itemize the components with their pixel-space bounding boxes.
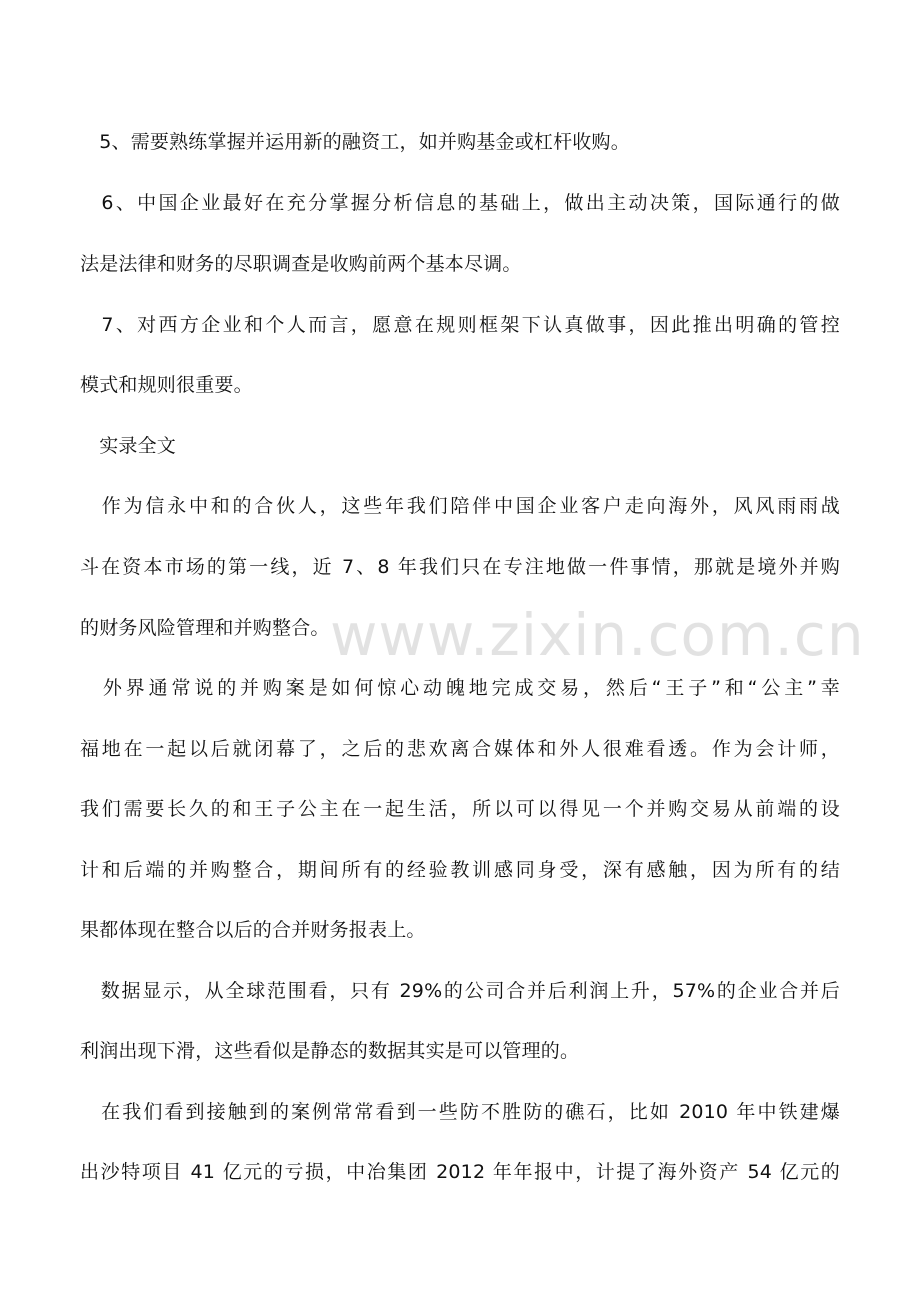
watermark-text: www.zixin.com.cn — [330, 601, 865, 669]
paragraph-line: 7、对西方企业和个人而言，愿意在规则框架下认真做事，因此推出明确的管控 — [80, 314, 840, 336]
paragraph-line: 计和后端的并购整合，期间所有的经验教训感同身受，深有感触，因为所有的结 — [80, 859, 840, 881]
paragraph-line: 的财务风险管理和并购整合。 — [80, 617, 330, 639]
paragraph-line: 外界通常说的并购案是如何惊心动魄地完成交易，然后“王子”和“公主”幸 — [80, 677, 840, 699]
paragraph-line: 福地在一起以后就闭幕了，之后的悲欢离合媒体和外人很难看透。作为会计师， — [80, 738, 840, 760]
paragraph-line: 在我们看到接触到的案例常常看到一些防不胜防的礁石，比如 2010 年中铁建爆 — [80, 1101, 840, 1123]
paragraph-line: 法是法律和财务的尽职调查是收购前两个基本尽调。 — [80, 253, 522, 275]
section-heading: 实录全文 — [80, 435, 177, 457]
paragraph-line: 数据显示，从全球范围看，只有 29%的公司合并后利润上升，57%的企业合并后 — [80, 980, 840, 1002]
paragraph-line: 我们需要长久的和王子公主在一起生活，所以可以得见一个并购交易从前端的设 — [80, 798, 840, 820]
paragraph-line: 利润出现下滑，这些看似是静态的数据其实是可以管理的。 — [80, 1040, 580, 1062]
paragraph-line: 作为信永中和的合伙人，这些年我们陪伴中国企业客户走向海外，风风雨雨战 — [80, 495, 840, 517]
paragraph-line: 模式和规则很重要。 — [80, 374, 253, 396]
paragraph-line: 6、中国企业最好在充分掌握分析信息的基础上，做出主动决策，国际通行的做 — [80, 192, 840, 214]
paragraph-line: 5、需要熟练掌握并运用新的融资工，如并购基金或杠杆收购。 — [80, 131, 630, 153]
paragraph-line: 斗在资本市场的第一线，近 7、8 年我们只在专注地做一件事情，那就是境外并购 — [80, 556, 840, 578]
paragraph-line: 出沙特项目 41 亿元的亏损，中冶集团 2012 年年报中，计提了海外资产 54 亿元的 — [80, 1161, 840, 1183]
paragraph-line: 果都体现在整合以后的合并财务报表上。 — [80, 919, 426, 941]
